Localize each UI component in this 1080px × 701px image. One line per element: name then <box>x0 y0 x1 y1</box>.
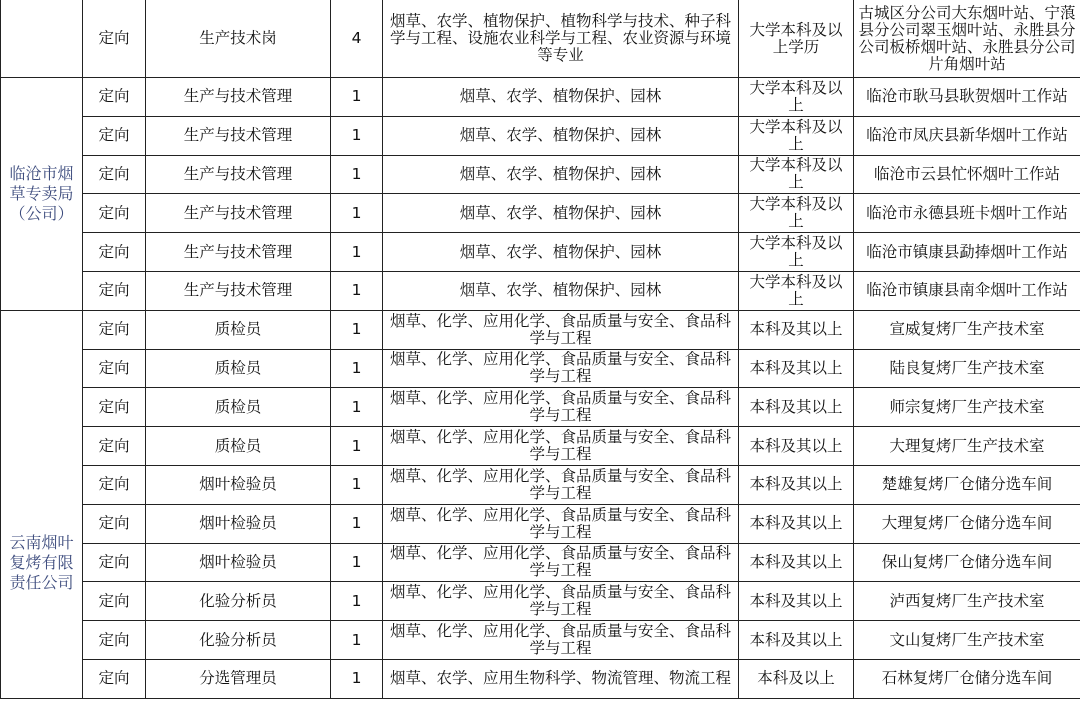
position-type-cell: 定向 <box>83 504 146 543</box>
table-row <box>1 388 1080 427</box>
education-cell: 本科及其以上 <box>739 388 854 427</box>
organization-cell <box>1 0 83 78</box>
post-name-cell: 化验分析员 <box>146 582 331 621</box>
position-type-cell: 定向 <box>83 349 146 388</box>
work-location-cell: 大理复烤厂仓储分选车间 <box>854 504 1080 543</box>
headcount-cell: 1 <box>331 310 383 349</box>
major-cell: 烟草、农学、植物保护、园林 <box>383 271 739 310</box>
work-location-cell: 楚雄复烤厂仓储分选车间 <box>854 465 1080 504</box>
work-location-cell: 泸西复烤厂生产技术室 <box>854 582 1080 621</box>
headcount-cell: 1 <box>331 543 383 582</box>
major-cell: 烟草、化学、应用化学、食品质量与安全、食品科学与工程 <box>383 621 739 660</box>
position-type-cell: 定向 <box>83 271 146 310</box>
work-location-cell: 临沧市凤庆县新华烟叶工作站 <box>854 116 1080 155</box>
position-type-cell: 定向 <box>83 388 146 427</box>
headcount-cell: 1 <box>331 582 383 621</box>
table-row <box>1 543 1080 582</box>
education-cell: 大学本科及以上 <box>739 116 854 155</box>
table-row <box>1 194 1080 233</box>
major-cell: 烟草、农学、植物保护、园林 <box>383 116 739 155</box>
work-location-cell: 临沧市镇康县勐捧烟叶工作站 <box>854 233 1080 272</box>
headcount-cell: 1 <box>331 194 383 233</box>
education-cell: 本科及以上 <box>739 659 854 698</box>
headcount-cell: 1 <box>331 659 383 698</box>
post-name-cell: 烟叶检验员 <box>146 465 331 504</box>
post-name-cell: 质检员 <box>146 349 331 388</box>
table-row <box>1 0 1080 78</box>
major-cell: 烟草、农学、植物保护、园林 <box>383 155 739 194</box>
position-type-cell: 定向 <box>83 233 146 272</box>
table-row <box>1 78 1080 117</box>
post-name-cell: 烟叶检验员 <box>146 543 331 582</box>
major-cell: 烟草、农学、植物保护、园林 <box>383 78 739 117</box>
major-cell: 烟草、化学、应用化学、食品质量与安全、食品科学与工程 <box>383 349 739 388</box>
headcount-cell: 1 <box>331 349 383 388</box>
education-cell: 本科及其以上 <box>739 310 854 349</box>
headcount-cell: 1 <box>331 388 383 427</box>
position-type-cell: 定向 <box>83 582 146 621</box>
major-cell: 烟草、化学、应用化学、食品质量与安全、食品科学与工程 <box>383 427 739 466</box>
headcount-cell: 1 <box>331 621 383 660</box>
position-type-cell: 定向 <box>83 0 146 78</box>
work-location-cell: 临沧市云县忙怀烟叶工作站 <box>854 155 1080 194</box>
education-cell: 大学本科及以上 <box>739 271 854 310</box>
education-cell: 本科及其以上 <box>739 427 854 466</box>
education-cell: 本科及其以上 <box>739 543 854 582</box>
position-type-cell: 定向 <box>83 310 146 349</box>
position-type-cell: 定向 <box>83 621 146 660</box>
table-row <box>1 582 1080 621</box>
table-row <box>1 427 1080 466</box>
table-row <box>1 310 1080 349</box>
work-location-cell: 临沧市耿马县耿贺烟叶工作站 <box>854 78 1080 117</box>
table-row <box>1 233 1080 272</box>
position-type-cell: 定向 <box>83 543 146 582</box>
post-name-cell: 质检员 <box>146 427 331 466</box>
headcount-cell: 1 <box>331 504 383 543</box>
work-location-cell: 师宗复烤厂生产技术室 <box>854 388 1080 427</box>
headcount-cell: 1 <box>331 233 383 272</box>
post-name-cell: 生产与技术管理 <box>146 194 331 233</box>
headcount-cell: 1 <box>331 465 383 504</box>
table-row <box>1 271 1080 310</box>
position-type-cell: 定向 <box>83 659 146 698</box>
headcount-cell: 4 <box>331 0 383 78</box>
education-cell: 本科及其以上 <box>739 504 854 543</box>
major-cell: 烟草、农学、植物保护、园林 <box>383 233 739 272</box>
education-cell: 大学本科及以上 <box>739 194 854 233</box>
position-type-cell: 定向 <box>83 155 146 194</box>
post-name-cell: 生产与技术管理 <box>146 271 331 310</box>
organization-cell: 临沧市烟草专卖局（公司） <box>1 78 83 311</box>
major-cell: 烟草、化学、应用化学、食品质量与安全、食品科学与工程 <box>383 543 739 582</box>
work-location-cell: 大理复烤厂生产技术室 <box>854 427 1080 466</box>
position-type-cell: 定向 <box>83 116 146 155</box>
table-row <box>1 116 1080 155</box>
major-cell: 烟草、化学、应用化学、食品质量与安全、食品科学与工程 <box>383 465 739 504</box>
table-row <box>1 465 1080 504</box>
education-cell: 本科及其以上 <box>739 582 854 621</box>
post-name-cell: 生产与技术管理 <box>146 233 331 272</box>
education-cell: 本科及其以上 <box>739 465 854 504</box>
table-row <box>1 659 1080 698</box>
post-name-cell: 质检员 <box>146 310 331 349</box>
position-type-cell: 定向 <box>83 194 146 233</box>
work-location-cell: 陆良复烤厂生产技术室 <box>854 349 1080 388</box>
major-cell: 烟草、化学、应用化学、食品质量与安全、食品科学与工程 <box>383 388 739 427</box>
post-name-cell: 烟叶检验员 <box>146 504 331 543</box>
post-name-cell: 化验分析员 <box>146 621 331 660</box>
education-cell: 大学本科及以上 <box>739 78 854 117</box>
major-cell: 烟草、化学、应用化学、食品质量与安全、食品科学与工程 <box>383 310 739 349</box>
work-location-cell: 临沧市永德县班卡烟叶工作站 <box>854 194 1080 233</box>
headcount-cell: 1 <box>331 116 383 155</box>
major-cell: 烟草、化学、应用化学、食品质量与安全、食品科学与工程 <box>383 504 739 543</box>
post-name-cell: 生产与技术管理 <box>146 116 331 155</box>
education-cell: 大学本科及以上 <box>739 155 854 194</box>
table-row <box>1 504 1080 543</box>
headcount-cell: 1 <box>331 78 383 117</box>
major-cell: 烟草、化学、应用化学、食品质量与安全、食品科学与工程 <box>383 582 739 621</box>
organization-cell: 云南烟叶复烤有限责任公司 <box>1 310 83 698</box>
work-location-cell: 文山复烤厂生产技术室 <box>854 621 1080 660</box>
work-location-cell: 保山复烤厂仓储分选车间 <box>854 543 1080 582</box>
major-cell: 烟草、农学、植物保护、植物科学与技术、种子科学与工程、设施农业科学与工程、农业资源与环境等专业 <box>383 0 739 78</box>
table-row <box>1 349 1080 388</box>
headcount-cell: 1 <box>331 427 383 466</box>
work-location-cell: 石林复烤厂仓储分选车间 <box>854 659 1080 698</box>
post-name-cell: 生产与技术管理 <box>146 155 331 194</box>
position-type-cell: 定向 <box>83 465 146 504</box>
headcount-cell: 1 <box>331 271 383 310</box>
post-name-cell: 生产与技术管理 <box>146 78 331 117</box>
education-cell: 大学本科及以上学历 <box>739 0 854 78</box>
work-location-cell: 古城区分公司大东烟叶站、宁蒗县分公司翠玉烟叶站、永胜县分公司板桥烟叶站、永胜县分公司片角烟叶站 <box>854 0 1080 78</box>
education-cell: 本科及其以上 <box>739 621 854 660</box>
headcount-cell: 1 <box>331 155 383 194</box>
education-cell: 本科及其以上 <box>739 349 854 388</box>
post-name-cell: 生产技术岗 <box>146 0 331 78</box>
table-row <box>1 621 1080 660</box>
post-name-cell: 质检员 <box>146 388 331 427</box>
education-cell: 大学本科及以上 <box>739 233 854 272</box>
work-location-cell: 临沧市镇康县南伞烟叶工作站 <box>854 271 1080 310</box>
table-row <box>1 155 1080 194</box>
major-cell: 烟草、农学、植物保护、园林 <box>383 194 739 233</box>
post-name-cell: 分选管理员 <box>146 659 331 698</box>
major-cell: 烟草、农学、应用生物科学、物流管理、物流工程 <box>383 659 739 698</box>
position-type-cell: 定向 <box>83 78 146 117</box>
work-location-cell: 宣威复烤厂生产技术室 <box>854 310 1080 349</box>
position-type-cell: 定向 <box>83 427 146 466</box>
